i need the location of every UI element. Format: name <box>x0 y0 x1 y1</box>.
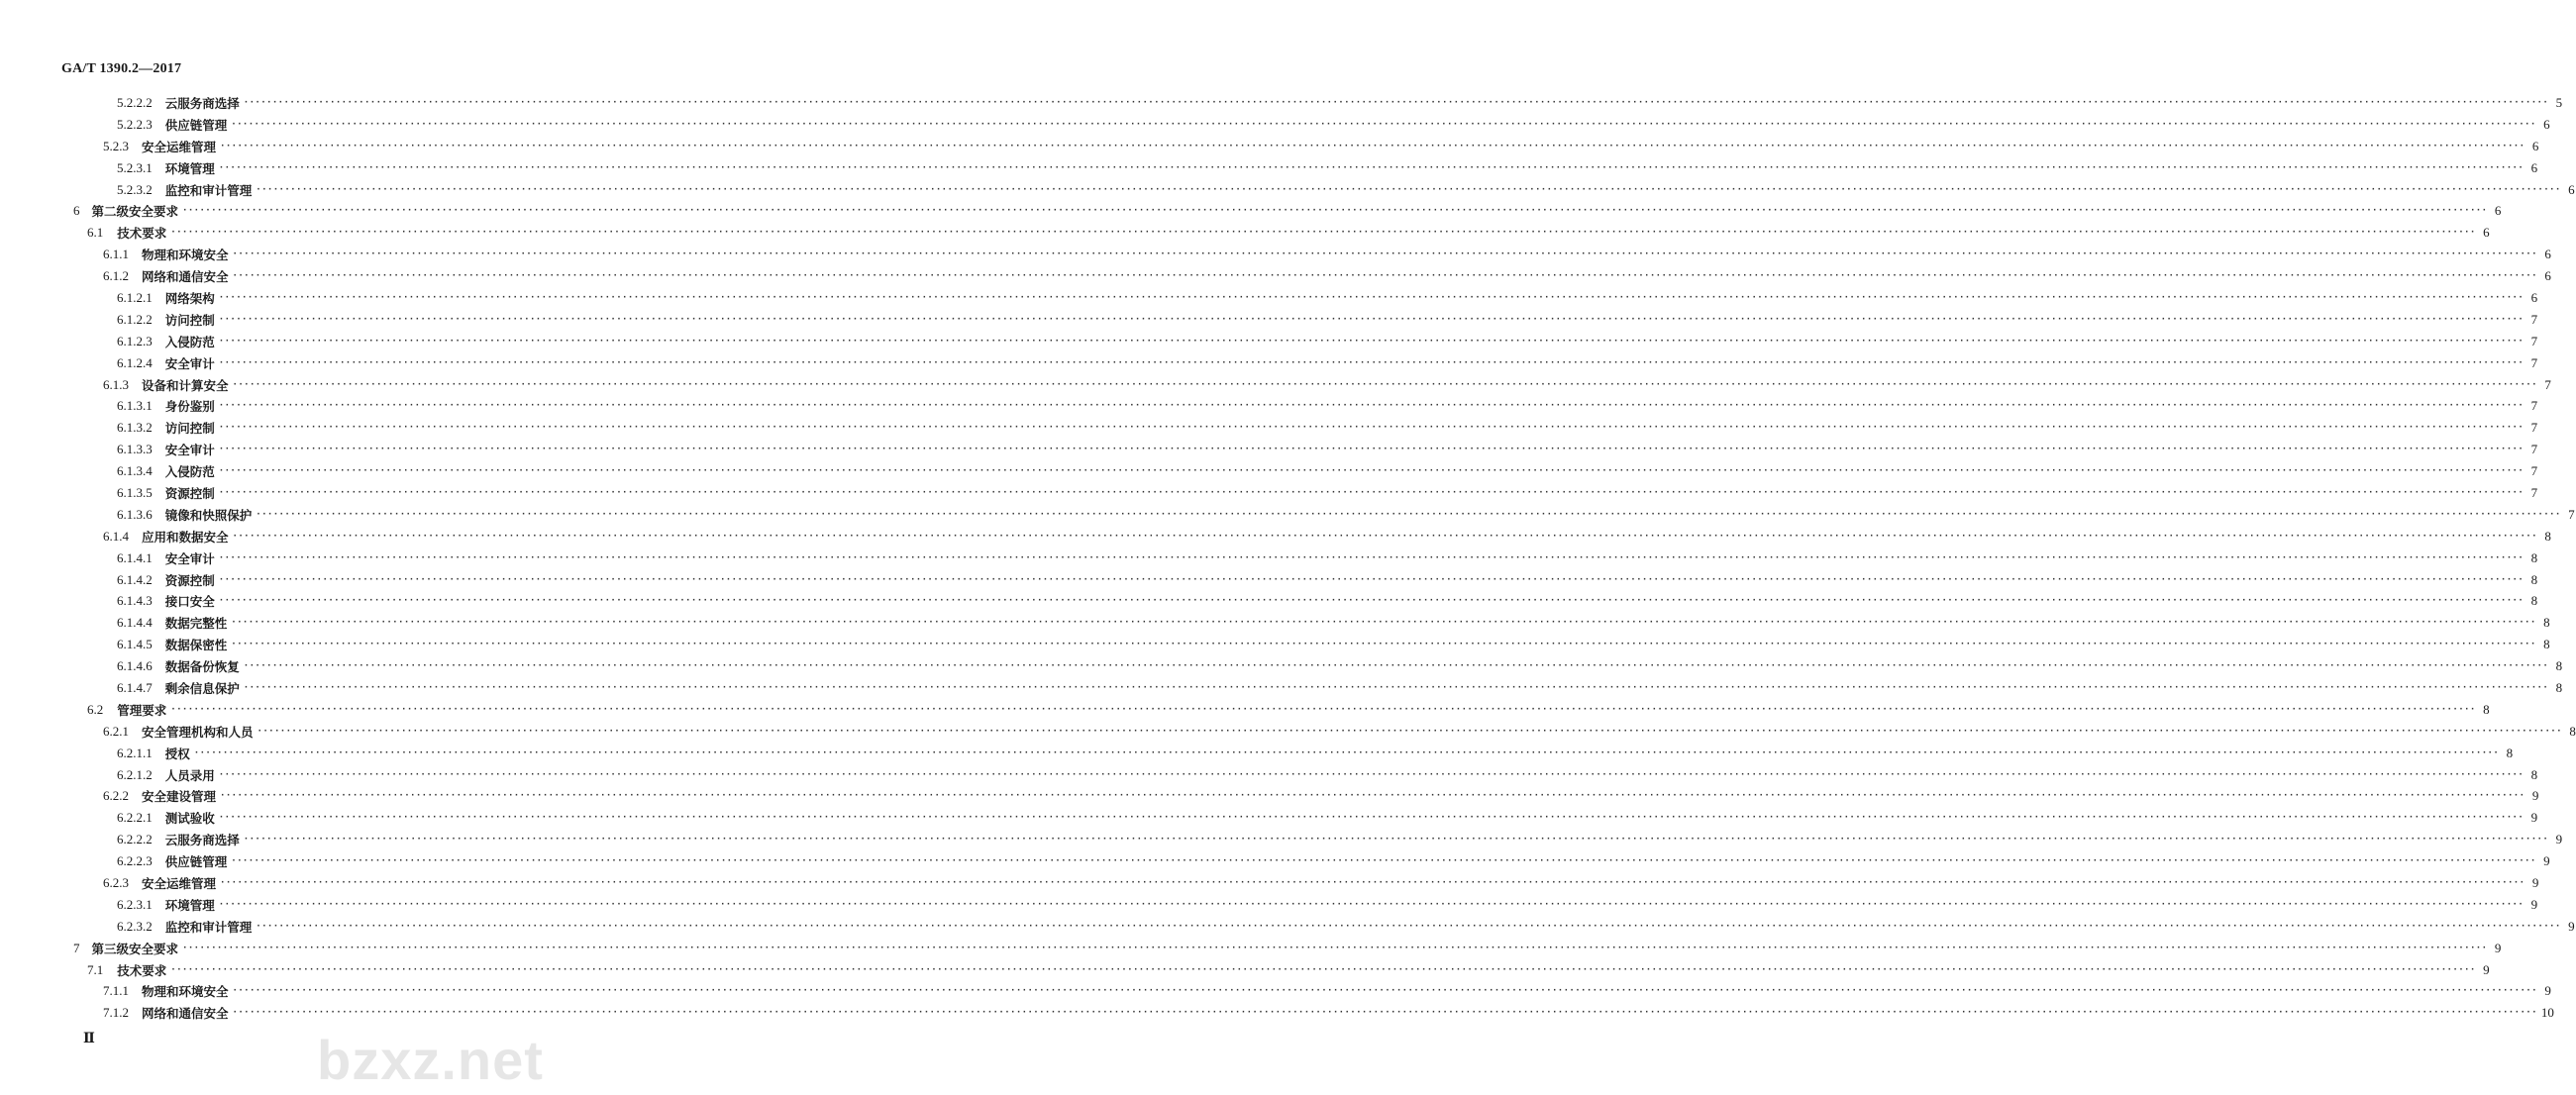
dot-leader: ················································································································································································································································································································································································································ <box>218 487 2524 498</box>
toc-entry-page: 8 <box>2543 637 2550 652</box>
toc-entry-number: 6.1.1 <box>103 247 129 262</box>
toc-entry-number: 6.1.4.1 <box>117 549 153 565</box>
toc-entry-title: 安全管理机构和人员 <box>142 724 254 740</box>
toc-entry-number: 6.2.2.1 <box>117 810 153 826</box>
dot-leader: ················································································································································································································································································································································································································ <box>170 704 2476 715</box>
toc-entry-page: 7 <box>2530 333 2538 348</box>
toc-entry-number: 6.2.3.2 <box>117 918 153 934</box>
toc-entry-title: 入侵防范 <box>164 464 215 480</box>
toc-entry-page: 7 <box>2544 376 2551 392</box>
toc-entry[interactable] <box>0 569 2538 591</box>
toc-entry-title: 网络和通信安全 <box>142 1006 229 1022</box>
toc-entry-page: 7 <box>2530 311 2538 327</box>
toc-entry[interactable] <box>0 374 2551 396</box>
dot-leader: ················································································································································································································································································································································································································ <box>170 228 2476 239</box>
document-id-header: GA/T 1390.2—2017 <box>61 61 182 76</box>
toc-entry-title: 环境管理 <box>164 160 215 176</box>
toc-entry-title: 技术要求 <box>117 962 167 978</box>
toc-entry[interactable] <box>0 136 2539 157</box>
toc-entry[interactable] <box>0 548 2538 569</box>
toc-entry[interactable] <box>0 179 2575 201</box>
toc-entry[interactable] <box>0 721 2576 743</box>
toc-entry-page: 10 <box>2540 1005 2554 1021</box>
toc-entry-page: 8 <box>2530 549 2538 565</box>
dot-leader: ················································································································································································································································································································································································································ <box>232 1008 2537 1019</box>
toc-entry[interactable] <box>0 309 2538 331</box>
dot-leader: ················································································································································································································································································································································································································ <box>232 379 2537 390</box>
toc-entry-number: 6.1.3.2 <box>117 420 153 436</box>
dot-leader: ················································································································································································································································································································································································································ <box>220 141 2525 151</box>
toc-entry[interactable] <box>0 872 2539 894</box>
toc-entry-page: 9 <box>2530 896 2538 912</box>
toc-entry-title: 安全运维管理 <box>142 876 217 891</box>
toc-entry-page: 9 <box>2531 788 2539 804</box>
dot-leader: ················································································································································································································································································································································································································ <box>243 835 2549 846</box>
toc-entry-number: 6.2.1 <box>103 723 129 739</box>
toc-entry-page: 9 <box>2555 832 2563 847</box>
dot-leader: ················································································································································································································································································································································································································ <box>243 682 2549 693</box>
dot-leader: ················································································································································································································································································································································································································ <box>170 964 2476 975</box>
toc-entry-page: 6 <box>2544 268 2551 284</box>
toc-entry-page: 7 <box>2530 354 2538 370</box>
toc-entry-number: 6.2.2 <box>103 788 129 804</box>
toc-entry-number: 6.1.4.6 <box>117 658 153 674</box>
toc-entry[interactable] <box>0 829 2563 850</box>
toc-entry[interactable] <box>0 916 2575 938</box>
toc-entry-page: 7 <box>2530 484 2538 500</box>
dot-leader: ················································································································································································································································································································································································································ <box>243 661 2549 672</box>
toc-entry-page: 6 <box>2543 116 2550 132</box>
toc-entry-page: 9 <box>2530 810 2538 826</box>
toc-entry-title: 剩余信息保护 <box>164 680 240 696</box>
toc-entry[interactable] <box>0 526 2551 548</box>
toc-entry[interactable] <box>0 764 2538 786</box>
toc-entry-number: 7.1.1 <box>103 983 129 999</box>
toc-entry-page: 7 <box>2530 420 2538 436</box>
toc-entry[interactable] <box>0 807 2538 829</box>
table-of-contents <box>0 92 2576 1024</box>
toc-entry-number: 6.1.4.4 <box>117 615 153 631</box>
toc-entry-title: 应用和数据安全 <box>142 529 229 545</box>
toc-entry-number: 6.1.3.5 <box>117 484 153 500</box>
dot-leader: ················································································································································································································································································································································································································ <box>218 596 2524 607</box>
dot-leader: ················································································································································································································································································································································································································ <box>218 423 2524 434</box>
toc-entry-title: 访问控制 <box>164 421 215 437</box>
toc-entry-title: 数据保密性 <box>164 638 228 653</box>
toc-entry[interactable] <box>0 850 2550 872</box>
dot-leader: ················································································································································································································································································································································································································ <box>231 618 2536 629</box>
watermark: bzxz.net <box>317 1029 544 1091</box>
dot-leader: ················································································································································································································································································································································································································ <box>218 162 2524 173</box>
toc-entry-title: 数据备份恢复 <box>164 659 240 675</box>
toc-entry-title: 技术要求 <box>117 226 167 242</box>
toc-entry-title: 第二级安全要求 <box>91 204 179 220</box>
toc-entry-number: 6.1.2.2 <box>117 311 153 327</box>
dot-leader: ················································································································································································································································································································································································································ <box>231 640 2536 650</box>
toc-entry[interactable] <box>0 460 2538 482</box>
toc-entry-title: 监控和审计管理 <box>164 919 253 935</box>
toc-entry-title: 环境管理 <box>164 897 215 913</box>
toc-entry-page: 6 <box>2530 159 2538 175</box>
toc-entry-number: 6.1.2.4 <box>117 354 153 370</box>
toc-entry-title: 访问控制 <box>164 312 215 328</box>
toc-entry-page: 7 <box>2568 506 2575 522</box>
toc-entry[interactable] <box>0 482 2538 504</box>
toc-entry[interactable] <box>0 504 2575 526</box>
page-number: Ⅱ <box>83 1032 95 1046</box>
toc-entry-page: 9 <box>2483 961 2490 977</box>
toc-entry-page: 7 <box>2530 442 2538 457</box>
toc-entry-number: 6.2.2.3 <box>117 853 153 869</box>
toc-entry-title: 镜像和快照保护 <box>164 507 253 523</box>
dot-leader: ················································································································································································································································································································································································································ <box>218 445 2524 455</box>
toc-entry-page: 7 <box>2530 398 2538 414</box>
dot-leader: ················································································································································································································································································································································································································ <box>232 249 2537 260</box>
toc-entry-page: 9 <box>2544 983 2551 999</box>
toc-entry-number: 5.2.2.2 <box>117 94 153 110</box>
toc-entry-page: 8 <box>2543 615 2550 631</box>
toc-entry-title: 接口安全 <box>164 594 215 610</box>
toc-entry-title: 安全审计 <box>164 550 215 566</box>
toc-entry-title: 授权 <box>164 746 190 761</box>
toc-entry-page: 5 <box>2555 94 2563 110</box>
toc-entry[interactable] <box>0 417 2538 439</box>
toc-entry-page: 8 <box>2544 528 2551 544</box>
toc-entry-page: 6 <box>2531 138 2539 153</box>
toc-entry[interactable] <box>0 92 2563 114</box>
toc-entry-title: 资源控制 <box>164 572 215 588</box>
toc-entry-page: 8 <box>2555 658 2563 674</box>
toc-entry-number: 6.1.4.3 <box>117 593 153 609</box>
dot-leader: ················································································································································································································································································································································································································ <box>218 336 2524 347</box>
toc-entry-number: 6.2.2.2 <box>117 832 153 847</box>
dot-leader: ················································································································································································································································································································································································································ <box>218 401 2524 412</box>
toc-entry-title: 身份鉴别 <box>164 399 215 415</box>
toc-entry[interactable] <box>0 200 2502 222</box>
dot-leader: ················································································································································································································································································································································································································ <box>232 986 2537 997</box>
toc-entry-title: 入侵防范 <box>164 334 215 349</box>
toc-entry-number: 6.2 <box>87 701 104 717</box>
dot-leader: ················································································································································································································································································································································································································ <box>218 466 2524 477</box>
toc-entry[interactable] <box>0 677 2563 699</box>
toc-entry[interactable] <box>0 244 2551 265</box>
toc-entry-page: 9 <box>2543 853 2550 869</box>
toc-entry-title: 人员录用 <box>164 767 215 783</box>
toc-entry-number: 6.1.4 <box>103 528 129 544</box>
toc-entry[interactable] <box>0 222 2490 244</box>
toc-entry-title: 第三级安全要求 <box>91 941 179 956</box>
toc-entry-title: 安全审计 <box>164 443 215 458</box>
toc-entry-number: 6.1.2.3 <box>117 333 153 348</box>
toc-entry-number: 6.1.3.6 <box>117 506 153 522</box>
toc-entry-page: 8 <box>2530 571 2538 587</box>
toc-entry-number: 6.1.3.4 <box>117 463 153 479</box>
dot-leader: ················································································································································································································································································································································································································ <box>218 769 2524 780</box>
dot-leader: ················································································································································································································································································································································································································ <box>256 509 2561 520</box>
toc-entry-number: 6.2.1.1 <box>117 745 153 760</box>
toc-entry-number: 6.2.1.2 <box>117 766 153 782</box>
dot-leader: ················································································································································································································································································································································································································ <box>220 791 2525 802</box>
toc-entry-title: 安全审计 <box>164 355 215 371</box>
dot-leader: ················································································································································································································································································································································································································ <box>218 357 2524 368</box>
toc-entry[interactable] <box>0 981 2551 1003</box>
dot-leader: ················································································································································································································································································································································································································ <box>256 921 2561 932</box>
dot-leader: ················································································································································································································································································································································································································ <box>218 314 2524 325</box>
toc-entry-page: 8 <box>2506 745 2514 760</box>
toc-entry-title: 网络架构 <box>164 290 215 306</box>
toc-entry[interactable] <box>0 395 2538 417</box>
toc-entry-number: 6.1.4.2 <box>117 571 153 587</box>
dot-leader: ················································································································································································································································································································································································································ <box>243 97 2549 108</box>
toc-entry-title: 网络和通信安全 <box>142 269 229 285</box>
dot-leader: ················································································································································································································································································································································································································ <box>193 747 2500 758</box>
toc-entry-number: 6.1.3.3 <box>117 442 153 457</box>
toc-entry-title: 测试验收 <box>164 811 215 827</box>
toc-entry[interactable] <box>0 634 2550 655</box>
dot-leader: ················································································································································································································································································································································································································ <box>232 271 2537 282</box>
toc-entry-title: 云服务商选择 <box>164 833 240 848</box>
toc-entry[interactable] <box>0 114 2550 136</box>
dot-leader: ················································································································································································································································································································································································································ <box>256 184 2561 195</box>
toc-entry[interactable] <box>0 1002 2554 1024</box>
dot-leader: ················································································································································································································································································································································································································ <box>231 119 2536 130</box>
toc-entry-number: 6.1.3 <box>103 376 129 392</box>
toc-entry-number: 6 <box>73 203 80 219</box>
toc-entry-page: 6 <box>2494 203 2502 219</box>
toc-entry-number: 5.2.3 <box>103 138 129 153</box>
dot-leader: ················································································································································································································································································································································································································ <box>232 531 2537 542</box>
toc-entry-number: 5.2.2.3 <box>117 116 153 132</box>
toc-entry-title: 物理和环境安全 <box>142 984 229 1000</box>
toc-entry[interactable] <box>0 352 2538 374</box>
toc-entry-number: 7.1.2 <box>103 1005 129 1021</box>
toc-entry-number: 6.1.3.1 <box>117 398 153 414</box>
toc-entry[interactable] <box>0 655 2563 677</box>
dot-leader: ················································································································································································································································································································································································································ <box>218 899 2524 910</box>
toc-entry-page: 6 <box>2544 247 2551 262</box>
toc-entry-page: 8 <box>2530 593 2538 609</box>
toc-entry-page: 8 <box>2530 766 2538 782</box>
toc-entry-number: 6.1.2.1 <box>117 289 153 305</box>
toc-entry[interactable] <box>0 786 2539 808</box>
toc-entry[interactable] <box>0 331 2538 352</box>
toc-entry-number: 5.2.3.1 <box>117 159 153 175</box>
toc-entry-number: 6.1 <box>87 225 104 241</box>
dot-leader: ················································································································································································································································································································································································································ <box>231 856 2536 867</box>
dot-leader: ················································································································································································································································································································································································································ <box>220 878 2525 888</box>
toc-entry-title: 供应链管理 <box>164 117 228 133</box>
toc-entry-page: 6 <box>2483 225 2490 241</box>
dot-leader: ················································································································································································································································································································································································································ <box>182 943 2488 953</box>
dot-leader: ················································································································································································································································································································································································································ <box>218 292 2524 303</box>
toc-entry-page: 9 <box>2494 940 2502 955</box>
toc-entry-number: 5.2.3.2 <box>117 181 153 197</box>
dot-leader: ················································································································································································································································································································································································································ <box>218 552 2524 563</box>
toc-entry-number: 6.1.4.5 <box>117 637 153 652</box>
toc-entry-number: 6.1.2 <box>103 268 129 284</box>
toc-entry[interactable] <box>0 590 2538 612</box>
toc-entry-title: 安全运维管理 <box>142 139 217 154</box>
toc-entry-title: 云服务商选择 <box>164 95 240 111</box>
toc-entry-number: 6.2.3.1 <box>117 896 153 912</box>
toc-entry-page: 6 <box>2568 181 2575 197</box>
toc-entry[interactable] <box>0 157 2538 179</box>
toc-entry-page: 8 <box>2483 701 2490 717</box>
toc-entry-title: 管理要求 <box>117 702 167 718</box>
toc-entry-title: 资源控制 <box>164 485 215 501</box>
toc-entry[interactable] <box>0 894 2538 916</box>
dot-leader: ················································································································································································································································································································································································································ <box>218 574 2524 585</box>
toc-entry[interactable] <box>0 287 2538 309</box>
toc-entry-page: 9 <box>2568 918 2575 934</box>
dot-leader: ················································································································································································································································································································································································································ <box>218 813 2524 824</box>
toc-entry[interactable] <box>0 265 2551 287</box>
toc-entry-title: 数据完整性 <box>164 616 228 632</box>
toc-entry[interactable] <box>0 439 2538 460</box>
toc-entry-number: 7.1 <box>87 961 104 977</box>
toc-entry-number: 6.1.4.7 <box>117 679 153 695</box>
toc-entry-page: 6 <box>2530 289 2538 305</box>
toc-entry-title: 设备和计算安全 <box>142 377 229 393</box>
toc-entry-title: 物理和环境安全 <box>142 248 229 263</box>
toc-entry[interactable] <box>0 612 2550 634</box>
dot-leader: ················································································································································································································································································································································································································ <box>182 206 2488 217</box>
toc-entry-number: 6.2.3 <box>103 875 129 890</box>
toc-entry-number: 7 <box>73 940 80 955</box>
toc-entry-page: 8 <box>2569 723 2576 739</box>
toc-entry[interactable] <box>0 743 2514 764</box>
toc-entry-title: 监控和审计管理 <box>164 182 253 198</box>
toc-entry[interactable] <box>0 699 2490 721</box>
toc-entry-page: 8 <box>2555 679 2563 695</box>
toc-entry-page: 9 <box>2531 875 2539 890</box>
toc-entry-title: 安全建设管理 <box>142 789 217 805</box>
toc-entry-title: 供应链管理 <box>164 854 228 870</box>
toc-entry[interactable] <box>0 959 2490 981</box>
toc-entry-page: 7 <box>2530 463 2538 479</box>
toc-entry[interactable] <box>0 938 2502 959</box>
dot-leader: ················································································································································································································································································································································································································ <box>257 726 2562 737</box>
